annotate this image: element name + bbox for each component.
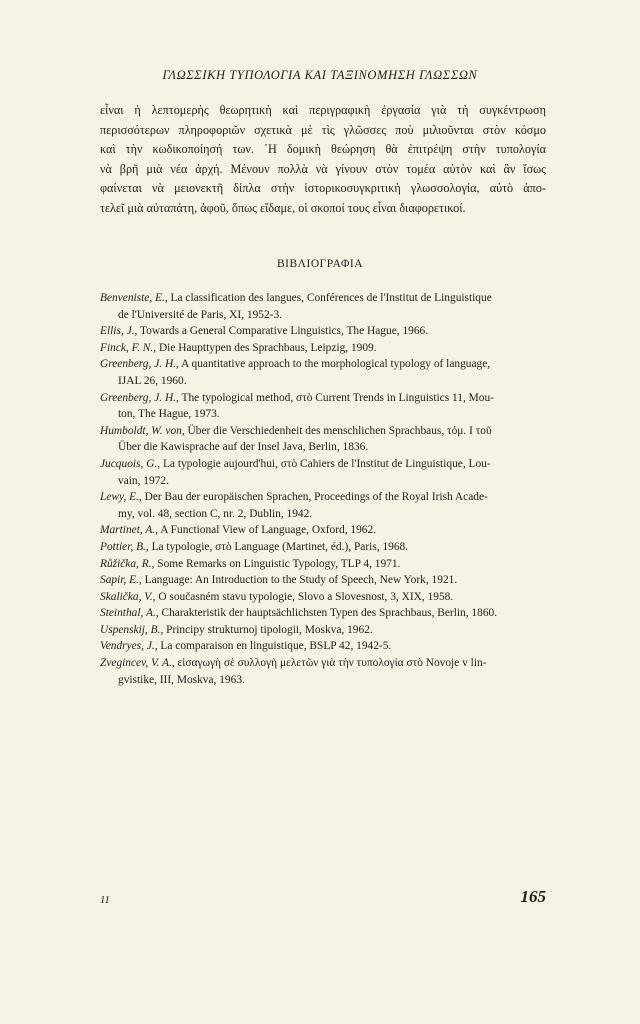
bibliography-author: Jucquois, G.: [100, 457, 158, 470]
bibliography-author: Steinthal, A.: [100, 607, 156, 620]
bibliography-entry-line: [100, 323, 546, 340]
bibliography-entry-line: [100, 672, 546, 689]
bibliography-entry: [100, 323, 546, 340]
bibliography-author: Růžička, R.: [100, 557, 152, 570]
bibliography-entry-line: [100, 605, 546, 622]
bibliography-entry-text: my, vol. 48, section C, nr. 2, Dublin, 1942.: [118, 507, 313, 520]
bibliography-entry: [100, 390, 546, 423]
body-paragraph: [100, 101, 546, 219]
bibliography-entry: [100, 290, 546, 323]
body-line: φαίνεται νὰ μειονεκτῆ δίπλα στὴν ἱστορικοσυγκριτικὴ γλωσσολογία, αὐτὸ ἀπο-: [100, 181, 546, 196]
bibliography-entry-line: [100, 390, 546, 407]
bibliography-entry-line: [100, 423, 546, 440]
bibliography-entry-text: gvistike, III, Moskva, 1963.: [118, 673, 245, 686]
bibliography-entry: [100, 622, 546, 639]
bibliography-author: Vendryes, J.: [100, 640, 155, 653]
bibliography-entry: [100, 605, 546, 622]
bibliography-entry-line: [100, 456, 546, 473]
body-line: περισσότερων πληροφοριῶν σχετικὰ μὲ τὶς γλῶσσες ποὺ μιλιοῦνται στὸν κόσμο: [100, 122, 546, 137]
bibliography-entry-line: [100, 638, 546, 655]
bibliography-entry-text: , Principy strukturnoj tipologii, Moskva, 1962.: [160, 623, 373, 636]
bibliography-entry-line: [100, 340, 546, 357]
bibliography-heading: ΒΙΒΛΙΟΓΡΑΦΙΑ: [276, 258, 364, 270]
bibliography-entry-text: , La comparaison en linguistique, BSLP 42, 1942-5.: [154, 640, 392, 653]
page-number: 165: [520, 887, 546, 906]
bibliography-author: Finck, F. N.: [100, 341, 154, 354]
bibliography-entry: [100, 489, 546, 522]
bibliography-entry-line: [100, 572, 546, 589]
bibliography-author: Humboldt, W. von: [100, 424, 182, 437]
bibliography-author: Greenberg, J. H.: [100, 391, 177, 404]
bibliography-author: Uspenskij, B.: [100, 623, 161, 636]
bibliography-entry-line: [100, 622, 546, 639]
bibliography-entry-text: , εἰσαγωγὴ σὲ συλλογὴ μελετῶν γιὰ τὴν τυπολογία στὸ Novoje v lin-: [171, 657, 487, 670]
running-head-title: ΓΛΩΣΣΙΚΗ ΤΥΠΟΛΟΓΙΑ ΚΑΙ ΤΑΞΙΝΟΜΗΣΗ ΓΛΩΣΣΩΝ: [162, 68, 478, 82]
bibliography-entry-line: [100, 473, 546, 490]
bibliography-entry-line: [100, 506, 546, 523]
body-line: εἶναι ἡ λεπτομερὴς θεωρητικὴ καὶ περιγραφικὴ ἐργασία γιὰ τὴ συγκέντρωση: [100, 103, 546, 117]
bibliography-author: Sapir, E.: [100, 574, 139, 587]
bibliography-entry-line: [100, 290, 546, 307]
bibliography-entry-line: [100, 356, 546, 373]
bibliography-entry-line: [100, 406, 546, 423]
bibliography-author: Skalička, V.: [100, 590, 153, 603]
bibliography-entry-text: , Der Bau der europäischen Sprachen, Proceedings of the Royal Irish Acade-: [138, 491, 488, 504]
bibliography-entry-text: , La typologie, στὸ Language (Martinet, éd.), Paris, 1968.: [145, 540, 409, 553]
bibliography-entry-line: [100, 589, 546, 606]
bibliography-author: Martinet, A.: [100, 524, 156, 537]
bibliography-entry: [100, 655, 546, 688]
body-line: καὶ τὴν κωδικοποίησή των. ῾Η δομικὴ θεώρηση θὰ ἐπιτρέψη στὴν τυπολογία: [100, 142, 546, 157]
bibliography-entry: [100, 556, 546, 573]
bibliography-entry-text: vain, 1972.: [118, 474, 169, 487]
bibliography-entry-text: , Language: An Introduction to the Study of Speech, New York, 1921.: [138, 574, 458, 587]
bibliography-entry-text: Über die Kawisprache auf der Insel Java, Berlin, 1836.: [118, 441, 369, 454]
bibliography-entry-text: ton, The Hague, 1973.: [118, 408, 220, 421]
bibliography-entry: [100, 356, 546, 389]
bibliography-entry-text: IJAL 26, 1960.: [118, 374, 187, 387]
body-line: νὰ βρῆ μιὰ νέα ἀρχή. Μένουν πολλὰ νὰ γίνουν στὸν τομέα αὐτὸν καὶ ἂν ἴσως: [100, 161, 546, 176]
bibliography-entry-text: , A quantitative approach to the morphological typology of language,: [176, 358, 491, 371]
bibliography-entry-line: [100, 489, 546, 506]
bibliography-author: Pottier, B.: [100, 540, 146, 553]
bibliography-list: [100, 290, 546, 688]
signature-mark: 11: [100, 895, 110, 906]
bibliography-entry: [100, 340, 546, 357]
bibliography-entry-text: , Some Remarks on Linguistic Typology, TLP 4, 1971.: [151, 557, 401, 570]
bibliography-author: Zvegincev, V. A.: [100, 657, 172, 670]
bibliography-entry-line: [100, 373, 546, 390]
bibliography-entry: [100, 539, 546, 556]
bibliography-entry-text: , Über die Verschiedenheit des menschlichen Sprachbaus, τόμ. I τοῦ: [181, 424, 492, 437]
bibliography-author: Greenberg, J. H.: [100, 358, 177, 371]
bibliography-entry: [100, 572, 546, 589]
bibliography-entry: [100, 522, 546, 539]
bibliography-entry-line: [100, 522, 546, 539]
bibliography-entry: [100, 589, 546, 606]
bibliography-entry-line: [100, 655, 546, 672]
bibliography-entry-line: [100, 539, 546, 556]
bibliography-entry-text: , La classification des langues, Conférences de l'Institut de Linguistique: [164, 292, 492, 304]
bibliography-entry: [100, 423, 546, 456]
bibliography-entry: [100, 456, 546, 489]
bibliography-entry-text: de l'Université de Paris, XI, 1952-3.: [118, 308, 283, 321]
bibliography-author: Benveniste, E.: [100, 292, 165, 304]
bibliography-entry-line: [100, 307, 546, 324]
bibliography-entry-text: , La typologie aujourd'hui, στὸ Cahiers de l'Institut de Linguistique, Lou-: [157, 457, 491, 470]
bibliography-author: Ellis, J.: [100, 325, 135, 338]
bibliography-entry-text: , Die Haupttypen des Sprachbaus, Leipzig, 1909.: [153, 341, 377, 354]
bibliography-entry-line: [100, 439, 546, 456]
bibliography-entry: [100, 638, 546, 655]
bibliography-entry-text: , Towards a General Comparative Linguistics, The Hague, 1966.: [134, 325, 429, 338]
bibliography-entry-text: , A Functional View of Language, Oxford, 1962.: [155, 524, 377, 537]
bibliography-entry-text: , Charakteristik der hauptsächlichsten Typen des Sprachbaus, Berlin, 1860.: [155, 607, 498, 620]
bibliography-entry-text: , The typological method, στὸ Current Trends in Linguistics 11, Mou-: [176, 391, 494, 404]
bibliography-entry-line: [100, 556, 546, 573]
bibliography-entry-text: , O současném stavu typologie, Slovo a Slovesnost, 3, XIX, 1958.: [152, 590, 454, 603]
bibliography-author: Lewy, E.: [100, 491, 139, 504]
body-line: τελεῖ μιὰ αὐταπάτη, ἀφοῦ, ὅπως εἴδαμε, οἱ σκοποί τους εἶναι διαφορετικοί.: [100, 200, 466, 215]
